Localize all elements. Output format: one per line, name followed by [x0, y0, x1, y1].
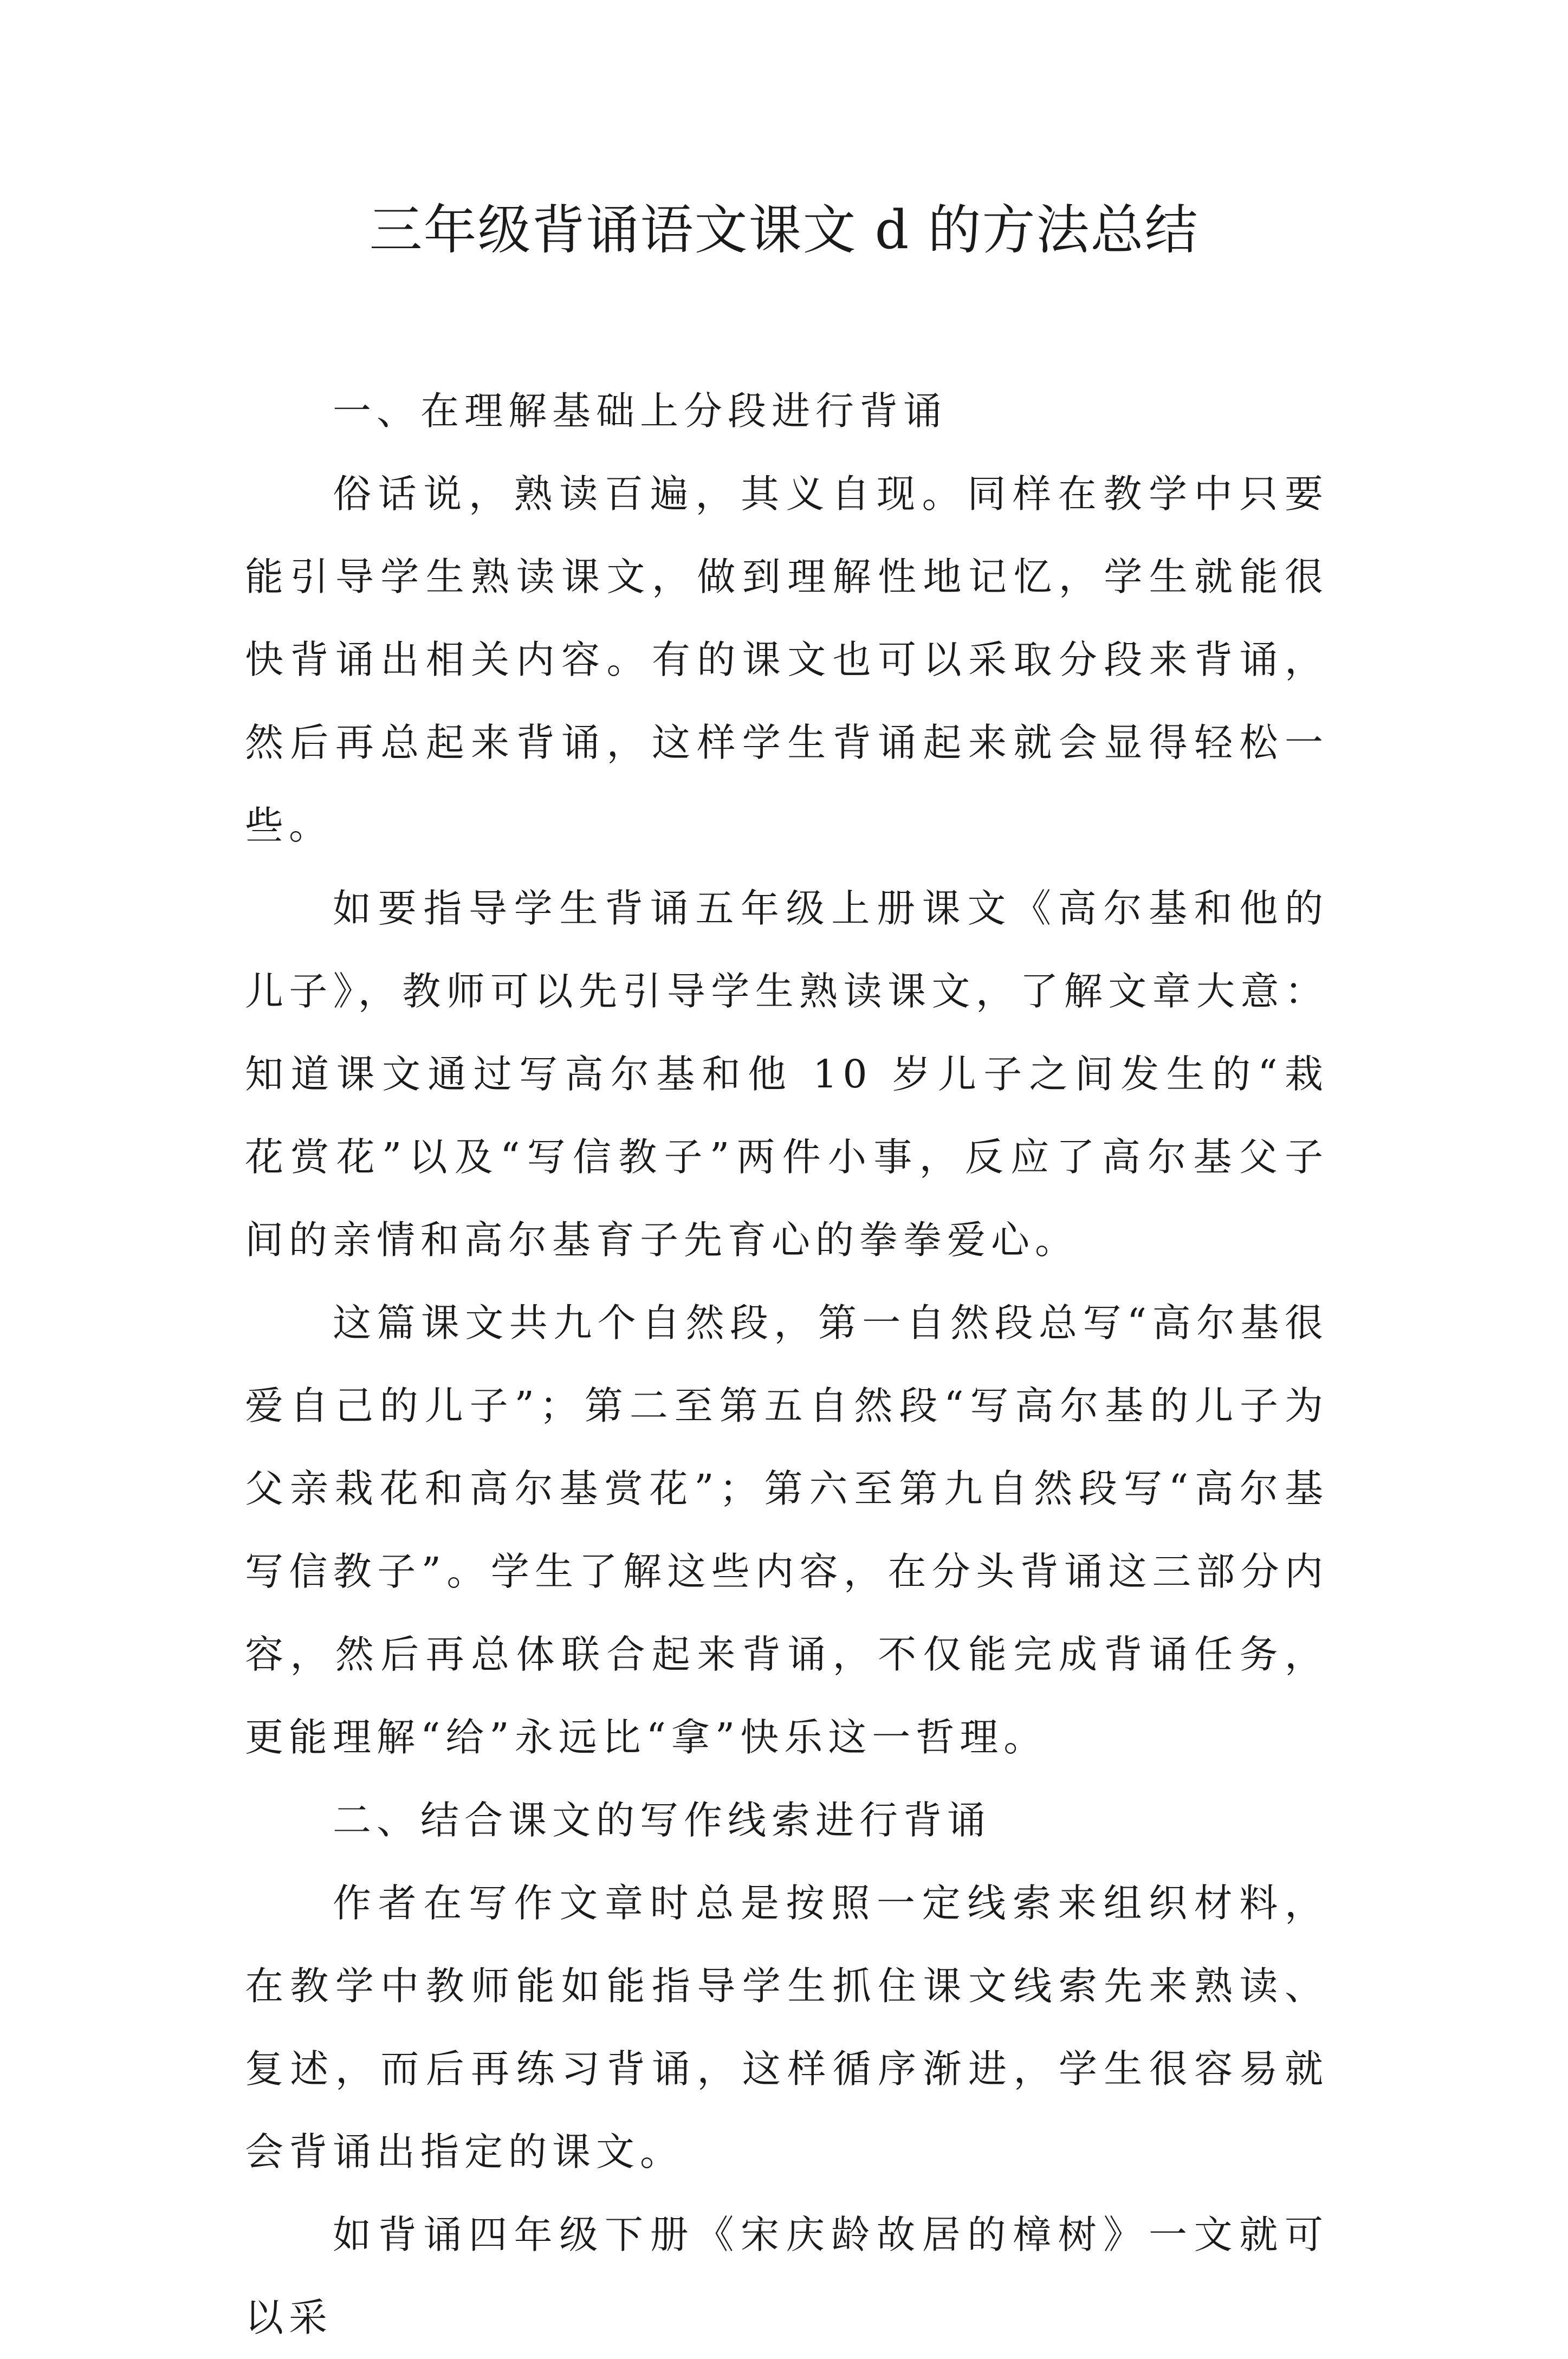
paragraph-3: 这篇课文共九个自然段，第一自然段总写“高尔基很爱自己的儿子”；第二至第五自然段“写高尔基的儿子为父亲栽花和高尔基赏花”；第六至第九自然段写“高尔基写信教子”。学生了解这些内容，在分头背诵这三部分内容，然后再总体联合起来背诵，不仅能完成背诵任务，更能理解“给”永远比“拿”快乐这一哲理。 — [245, 1300, 1329, 1760]
document-body — [245, 370, 1329, 2359]
paragraph-2: 如要指导学生背诵五年级上册课文《高尔基和他的儿子》，教师可以先引导学生熟读课文，了解文章大意：知道课文通过写高尔基和他 10 岁儿子之间发生的“栽花赏花”以及“写信教子”两件小事，反应了高尔基父子间的亲情和高尔基育子先育心的拳拳爱心。 — [245, 886, 1329, 1262]
paragraph-4: 作者在写作文章时总是按照一定线索来组织材料，在教学中教师能如能指导学生抓住课文线索先来熟读、复述，而后再练习背诵，这样循序渐进，学生很容易就会背诵出指定的课文。 — [245, 1881, 1329, 2174]
section-heading-2: 二、结合课文的写作线索进行背诵 — [333, 1798, 992, 1843]
paragraph-1: 俗话说，熟读百遍，其义自现。同样在教学中只要能引导学生熟读课文，做到理解性地记忆，学生就能很快背诵出相关内容。有的课文也可以采取分段来背诵，然后再总起来背诵，这样学生背诵起来就会显得轻松一些。 — [245, 471, 1329, 848]
section-heading-1: 一、在理解基础上分段进行背诵 — [333, 388, 948, 433]
document-title: 三年级背诵语文课文 d 的方法总结 — [369, 199, 1199, 261]
paragraph-5: 如背诵四年级下册《宋庆龄故居的樟树》一文就可以采 — [245, 2212, 1329, 2340]
